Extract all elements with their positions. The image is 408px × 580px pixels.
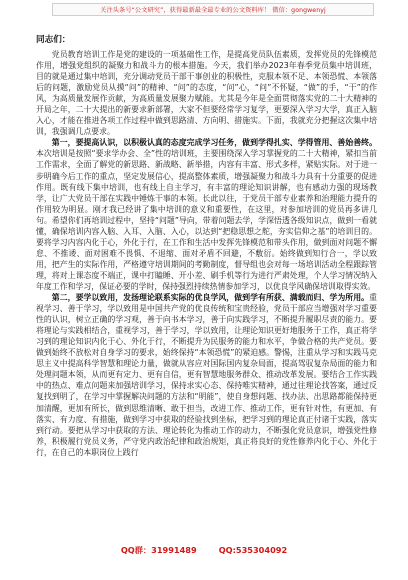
- paragraph-text: 重视学习、善于学习，学以致用是中国共产党的优良传统和宝贵经验，党员干部应当增强对学习重要性的认识，树立正确的学习观，善于向书本学习，善于向实践学习，不断提升履职尽责的能力。要将理论与实践相结合，重视学习，善于学习，学以致用，让理论知识更好地服务于工作，真正将学习到的理论知识内化于心、外化于行，不断提升为民服务的能力和水平，争做合格的共产党员。要做到始终不放松对自身学习的要求，始终保持“本领恐慌”的紧迫感。警惕，注重从学习和实践马克思主义中提高科学智慧和理论力量，做就从容应对国际国内复杂局面，提高驾驭复杂局面的能力和处理问题本领，从而更有定力、更有自信，更有智慧地服务群众、推动改革发展。要结合工作实践中的热点、难点问题来加强培训学习，保持求实心态、保持唯实精神，通过往理论找答案，通过反复找到明了，在学习中掌握解决问题的方法和“明能”，使自身想问题、找办法、出思路都能保持更加清醒，更加有所长，做到思维清晰、敢于担当，改进工作、推动工作，更有针对性，有更加、有落实、有力度、有措施，做到学习中获取的经验找到坐标，把学习到的理论真正付诸于实践，落实到行动。要把从学习中获取的方法、理论转化为推动工作的动力，不断强化党员意识，增强党性修养，积极履行党员义务，严守党内政治纪律和政治规矩，真正将良好的党性修养内化于心、外化于行，在自己的本职岗位上践行: [36, 293, 377, 457]
- salutation: 同志们：: [36, 35, 71, 45]
- paragraph-text: 党员教育培训工作是党的建设的一项基础性工作，是提高党员队伍素质，发挥党员的先锋模范作用，增强党组织的凝聚力和战斗力的根本措施。今天，我们举办2023年春季党员集中培训班，目的就是通过集中培训，充分调动党员干部干事创业的积极性，克服本领不足、本领恐慌、本领落后的问题，激励党员从摸“问”的精神、“问”的态度，“问”心，“问”不怀疑，“做”的手，“干”的作风，为高质量发展作贡献，为高质量发展聚力赋能。尤其是今年是全面贯彻落实党的二十大精神的开局之年，二十大提出的新要求新部署，大家不但要经常学习复学，更要深入学习大学，真正入脑入心，才能在推进各项工作过程中做到思路清、方向明、措施实。下面，我就充分把握这次集中培训，我强调几点要求。: [36, 50, 377, 137]
- header-banner-text: 关注头条号“公文研究”，获得最新最全最专业的公文资料库！ 微信：gongwenyj: [100, 7, 326, 14]
- header-banner: [52, 3, 374, 16]
- paragraph-text: 本次培训是按照“要求学办会、全”性的培训班，主要围绕深入学习掌握党的二十大精神，紧扣当前工作需求，全面了解党的新思路、新战略、新举措，内容有丰富、形式多样，紧贴实际。对于进一步明确今后工作的重点，坚定发展信心，提高整体素质，增强凝聚力和战斗力具有十分重要的促进作用。既有线下集中培训，也有线上自主学习，有丰富的理论知识讲解，也有感动力强的现场教学，让广大党员干部在实践中锤炼干事的本领。长此以往，于党员干部专业素养和治理能力提升的作用较为明显。刚才我已经讲了集中培训的意义和重要性，在这里，对参加培训的党员再多讲几句。希望你们再培训过程中，坚持“问题”导向，带着问题去学，学深悟透各级知识点，做到一看就懂，确保培训内容入脑、入耳、入脑、入心，以达到“把稳思想之舵，夯实信仰之基”的培训目的。要将学习内容内化于心，外化于行，在工作和生活中发挥先锋模范和带头作用，做到面对问题不懈怠、不推诿、面对困难不畏惧、不退缩、面对矛盾不回避，不敷衍。始终做到知行合一，学以致用，把产生的实际作用，严格遵守培训期间的考勤制度，督导组也会对每一场培训活动全程跟踪管理，将对上课态度不端正，课中打瞌睡、开小差、刷手机等行为进行严肃处理，个人学习情况纳入年度工作和学习，保证必要的学时，保持强烈持续热情参加学习，以优良学风确保培训取得实效。: [36, 149, 377, 291]
- paragraph-heading: 第二，要学以致用，发扬理论联系实际的优良学风，做到学有所获、满载而归、学为所用。: [51, 293, 370, 303]
- paragraph: [36, 49, 377, 137]
- paragraph-heading: 第一，要提高认识，以积极认真的态度完成学习任务，做到学得扎实、学得管用、善始善终。: [51, 138, 377, 148]
- qq-group: QQ群：31991489: [120, 545, 197, 555]
- footer-contact: [0, 545, 408, 557]
- paragraph: [36, 292, 377, 458]
- paragraph: [36, 137, 377, 292]
- document-body: [36, 49, 377, 539]
- qq-number: QQ:535304092: [218, 545, 288, 555]
